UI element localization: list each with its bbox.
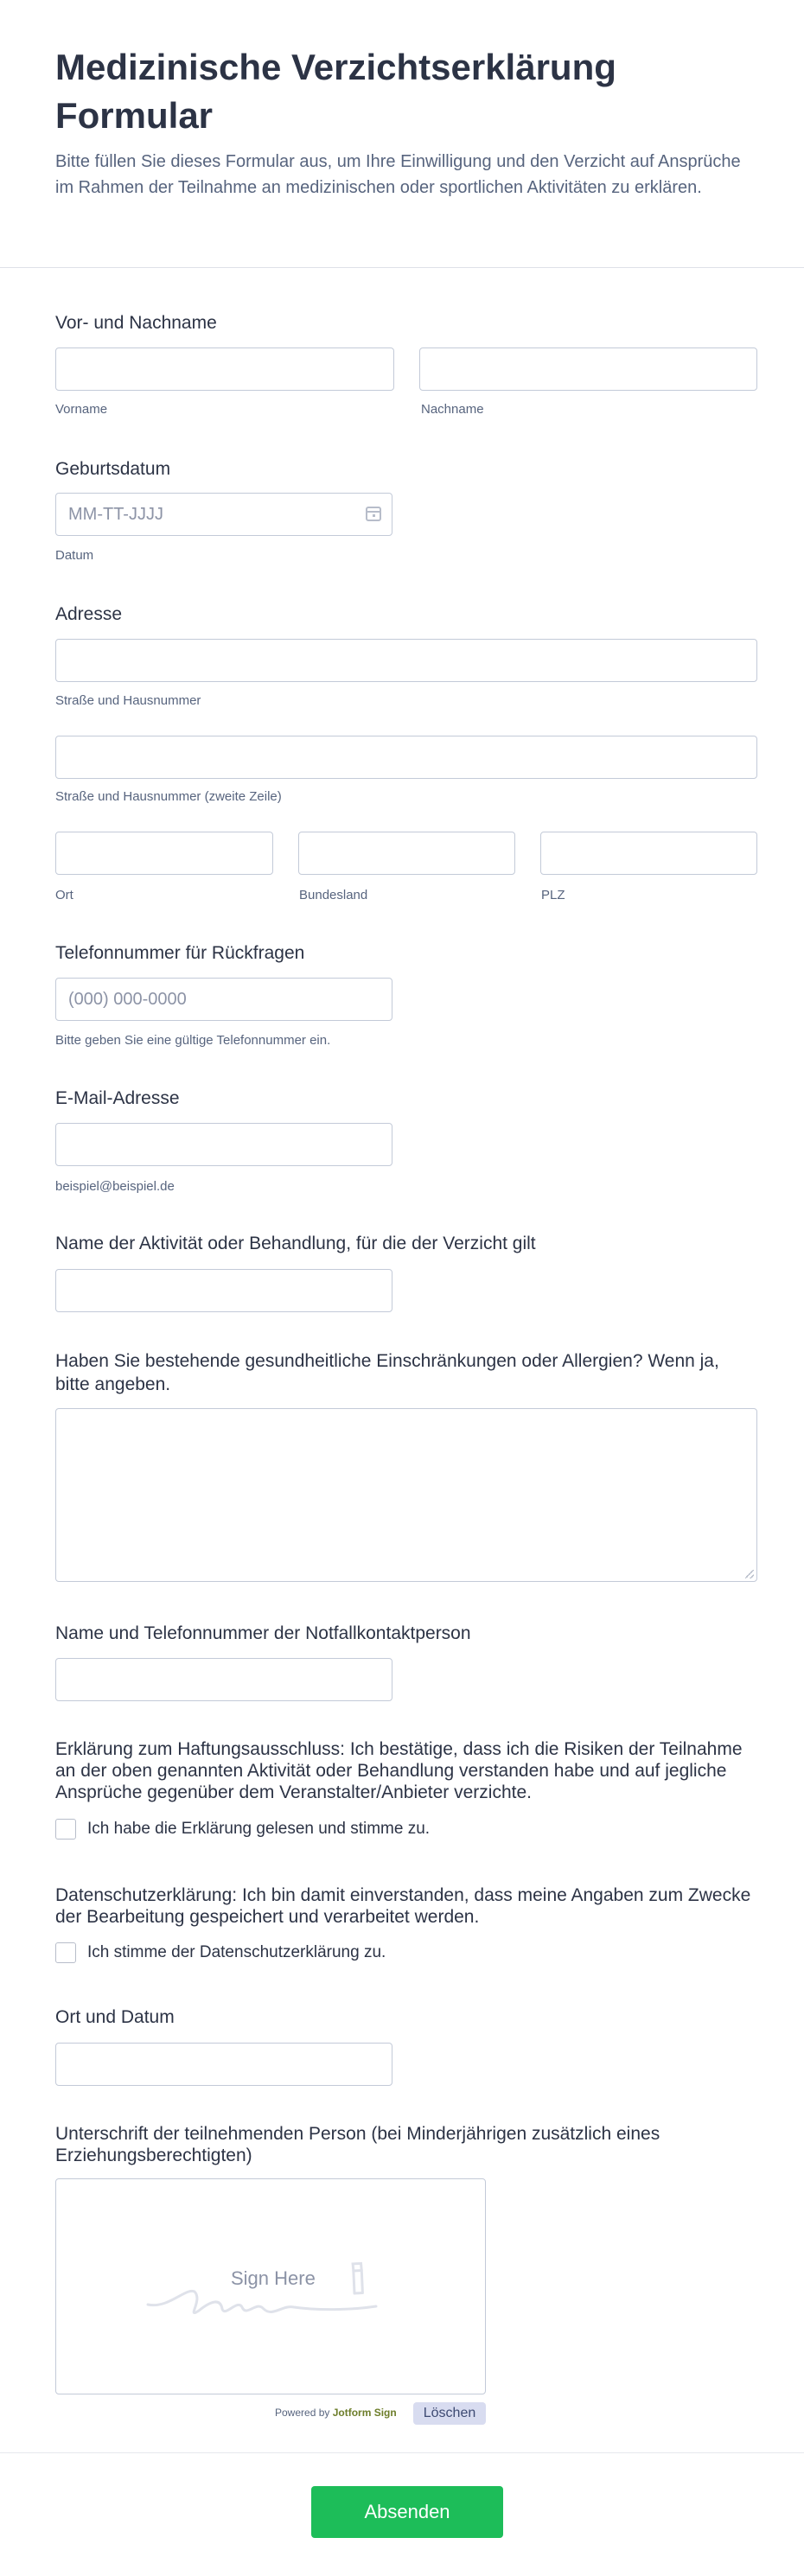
zip-input[interactable] — [540, 832, 757, 875]
city-input[interactable] — [55, 832, 273, 875]
phone-label: Telefonnummer für Rückfragen — [55, 943, 305, 963]
phone-sublabel: Bitte geben Sie eine gültige Telefonnummer ein. — [55, 1033, 331, 1048]
form-header — [0, 0, 804, 268]
state-sublabel: Bundesland — [299, 888, 368, 902]
footer-divider — [0, 2452, 804, 2453]
signature-pad[interactable] — [55, 2178, 486, 2394]
first-name-input[interactable] — [55, 348, 394, 391]
street-line2-input[interactable] — [55, 736, 757, 779]
email-sublabel: beispiel@beispiel.de — [55, 1179, 175, 1194]
emergency-input[interactable] — [55, 1658, 392, 1701]
street-line1-input[interactable] — [55, 639, 757, 682]
street-line1-sublabel: Straße und Hausnummer — [55, 693, 201, 708]
last-name-input[interactable] — [419, 348, 757, 391]
privacy-checkbox[interactable] — [55, 1942, 76, 1963]
address-label: Adresse — [55, 604, 123, 624]
birthdate-input[interactable] — [55, 493, 392, 536]
liability-checkbox[interactable] — [55, 1819, 76, 1840]
state-input[interactable] — [298, 832, 515, 875]
powered-by — [275, 2407, 397, 2419]
powered-by-prefix: Powered by — [275, 2407, 330, 2419]
emergency-label: Name und Telefonnummer der Notfallkontaktperson — [55, 1623, 471, 1643]
phone-placeholder: (000) 000-0000 — [68, 990, 187, 1009]
phone-input[interactable] — [55, 978, 392, 1021]
birthdate-label: Geburtsdatum — [55, 459, 171, 479]
calendar-icon[interactable] — [366, 507, 381, 521]
zip-sublabel: PLZ — [541, 888, 565, 902]
privacy-checkbox-label[interactable]: Ich stimme der Datenschutzerklärung zu. — [87, 1943, 386, 1961]
submit-button[interactable]: Absenden — [311, 2486, 503, 2538]
powered-by-brand: Jotform Sign — [332, 2407, 397, 2419]
health-textarea[interactable] — [55, 1408, 757, 1582]
last-name-sublabel: Nachname — [421, 402, 484, 417]
first-name-sublabel: Vorname — [55, 402, 108, 417]
signature-illustration — [56, 2179, 487, 2395]
place-date-label: Ort und Datum — [55, 2007, 175, 2027]
activity-label: Name der Aktivität oder Behandlung, für die der Verzicht gilt — [55, 1234, 536, 1253]
email-label: E-Mail-Adresse — [55, 1088, 180, 1108]
signature-label: Unterschrift der teilnehmenden Person (bei Minderjährigen zusätzlich eines Erziehungsberechtigten) — [55, 2124, 660, 2165]
resize-handle[interactable] — [745, 1570, 754, 1578]
page-title: Medizinische Verzichtserklärung Formular — [55, 47, 616, 136]
liability-label: Erklärung zum Haftungsausschluss: Ich bestätige, dass ich die Risiken der Teilnahme an der oben genannten Aktivität oder Behandlung verstanden habe und auf jegliche Ansprüche gegenüber dem Veranstalter/Anbieter verzichte. — [55, 1739, 743, 1802]
name-label: Vor- und Nachname — [55, 313, 217, 333]
pen-icon — [340, 2260, 375, 2297]
place-date-input[interactable] — [55, 2043, 392, 2086]
city-sublabel: Ort — [55, 888, 73, 902]
page-subtitle: Bitte füllen Sie dieses Formular aus, um Ihre Einwilligung und den Verzicht auf Ansprüche im Rahmen der Teilnahme an medizinischen oder sportlichen Aktivitäten zu erklären. — [55, 152, 741, 197]
email-input[interactable] — [55, 1123, 392, 1166]
street-line2-sublabel: Straße und Hausnummer (zweite Zeile) — [55, 789, 282, 804]
activity-input[interactable] — [55, 1269, 392, 1312]
birthdate-sublabel: Datum — [55, 548, 94, 563]
health-label: Haben Sie bestehende gesundheitliche Einschränkungen oder Allergien? Wenn ja, bitte angeben. — [55, 1351, 719, 1394]
privacy-label: Datenschutzerklärung: Ich bin damit einverstanden, dass meine Angaben zum Zwecke der Bearbeitung gespeichert und verarbeitet werden. — [55, 1885, 751, 1927]
birthdate-placeholder: MM-TT-JJJJ — [68, 505, 163, 524]
sign-here-text: Sign Here — [231, 2267, 316, 2289]
clear-signature-button[interactable]: Löschen — [413, 2402, 486, 2425]
liability-checkbox-label[interactable]: Ich habe die Erklärung gelesen und stimme zu. — [87, 1820, 431, 1838]
